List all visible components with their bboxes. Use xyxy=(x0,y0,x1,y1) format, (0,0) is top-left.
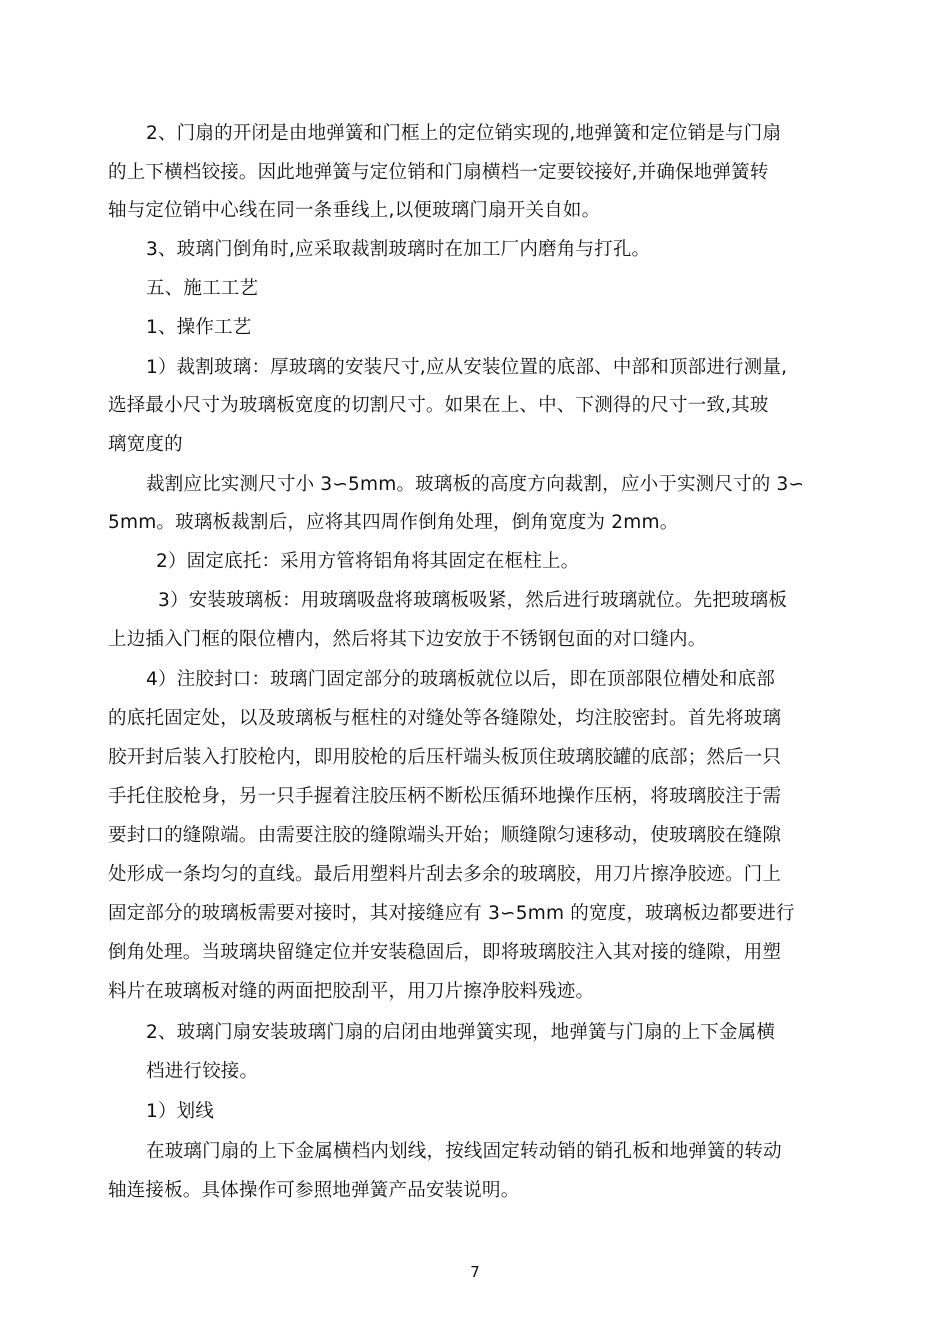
text-line: 3、玻璃门倒角时,应采取裁割玻璃时在加工厂内磨角与打孔。 xyxy=(146,239,651,260)
subsection-heading: 1、操作工艺 xyxy=(146,317,252,338)
page-number: 7 xyxy=(470,1263,480,1281)
text-line: 处形成一条均匀的直线。最后用塑料片刮去多余的玻璃胶，用刀片擦净胶迹。门上 xyxy=(108,864,782,885)
text-line: 轴连接板。具体操作可参照地弹簧产品安装说明。 xyxy=(108,1180,520,1201)
text-line: 上边插入门框的限位槽内，然后将其下边安放于不锈钢包面的对口缝内。 xyxy=(108,629,707,650)
text-line: 要封口的缝隙端。由需要注胶的缝隙端头开始；顺缝隙匀速移动，使玻璃胶在缝隙 xyxy=(108,825,782,846)
section-heading: 五、施工工艺 xyxy=(146,278,259,299)
text-line: 手托住胶枪身，另一只手握着注胶压柄不断松压循环地操作压柄，将玻璃胶注于需 xyxy=(108,786,782,807)
text-line: 档进行铰接。 xyxy=(146,1061,259,1082)
text-line: 的底托固定处，以及玻璃板与框柱的对缝处等各缝隙处，均注胶密封。首先将玻璃 xyxy=(108,708,782,729)
text-line: 轴与定位销中心线在同一条垂线上,以便玻璃门扇开关自如。 xyxy=(108,200,601,221)
text-line: 4）注胶封口：玻璃门固定部分的玻璃板就位以后，即在顶部限位槽处和底部 xyxy=(146,669,776,690)
text-line: 2、门扇的开闭是由地弹簧和门框上的定位销实现的,地弹簧和定位销是与门扇 xyxy=(146,123,782,144)
text-line: 料片在玻璃板对缝的两面把胶刮平，用刀片擦净胶料残迹。 xyxy=(108,981,595,1002)
text-line: 2）固定底托：采用方管将铝角将其固定在框柱上。 xyxy=(156,551,580,572)
text-line: 倒角处理。当玻璃块留缝定位并安装稳固后，即将玻璃胶注入其对接的缝隙，用塑 xyxy=(108,942,782,963)
text-line: 2、玻璃门扇安装玻璃门扇的启闭由地弹簧实现，地弹簧与门扇的上下金属横 xyxy=(146,1022,776,1043)
text-line: 的上下横档铰接。因此地弹簧与定位销和门扇横档一定要铰接好,并确保地弹簧转 xyxy=(108,162,769,183)
text-line: 在玻璃门扇的上下金属横档内划线，按线固定转动销的销孔板和地弹簧的转动 xyxy=(146,1141,782,1162)
text-line: 1）裁割玻璃：厚玻璃的安装尺寸,应从安装位置的底部、中部和顶部进行测量, xyxy=(146,357,788,378)
text-line: 3）安装玻璃板：用玻璃吸盘将玻璃板吸紧，然后进行玻璃就位。先把玻璃板 xyxy=(158,590,788,611)
text-line: 1）划线 xyxy=(146,1101,215,1122)
text-line: 裁割应比实测尺寸小 3∽5mm。玻璃板的高度方向裁割，应小于实测尺寸的 3∽ xyxy=(146,474,805,495)
text-line: 选择最小尺寸为玻璃板宽度的切割尺寸。如果在上、中、下测得的尺寸一致,其玻 xyxy=(108,395,769,416)
text-line: 固定部分的玻璃板需要对接时，其对接缝应有 3∽5mm 的宽度，玻璃板边都要进行 xyxy=(108,903,795,924)
text-line: 胶开封后装入打胶枪内，即用胶枪的后压杆端头板顶住玻璃胶罐的底部；然后一只 xyxy=(108,747,782,768)
text-line: 5mm。玻璃板裁割后，应将其四周作倒角处理，倒角宽度为 2mm。 xyxy=(108,512,679,533)
text-line: 璃宽度的 xyxy=(108,434,183,455)
